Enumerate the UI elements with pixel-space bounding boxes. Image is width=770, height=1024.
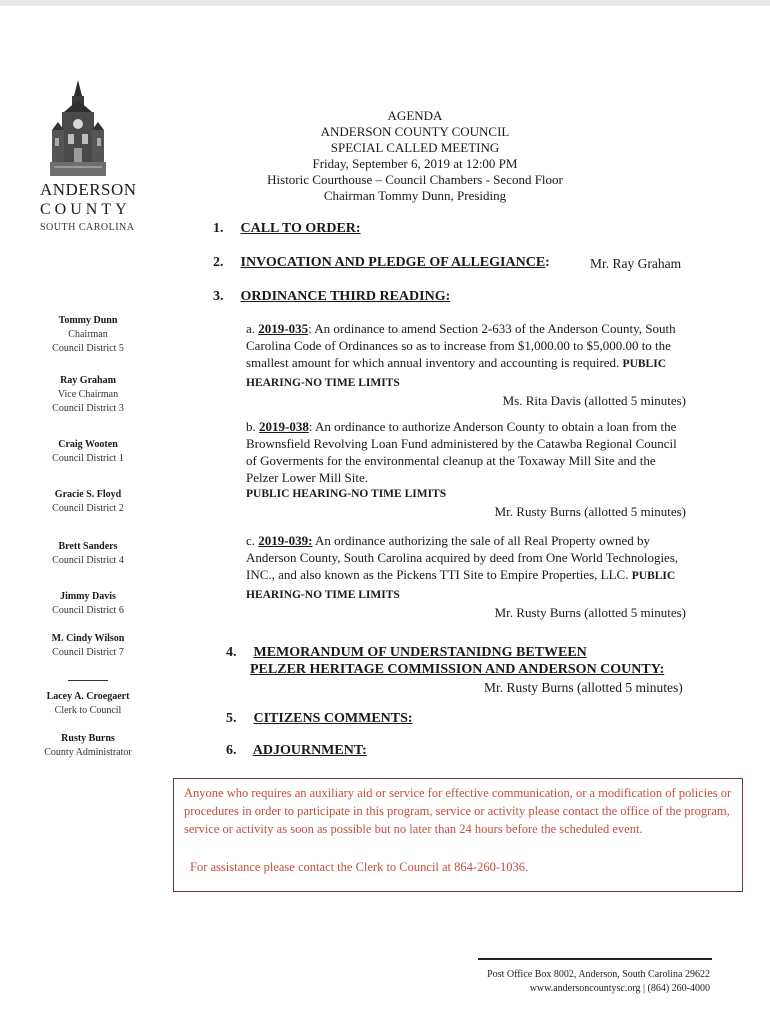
member-entry [28,374,148,416]
brand-county: COUNTY [40,201,131,218]
member-district: Clerk to Council [54,705,122,716]
item-title: CALL TO ORDER: [240,221,361,236]
member-district: Council District 5 [52,343,124,354]
member-entry [28,314,148,356]
item-speaker: Mr. Ray Graham [590,256,682,271]
item-title-suffix: : [545,255,550,270]
header-location: Historic Courthouse – Council Chambers - Second Floor [267,172,563,187]
member-name: Ray Graham [60,375,116,386]
header-meeting-type: SPECIAL CALLED MEETING [330,140,500,155]
sidebar-divider [68,680,108,681]
sub-letter: a. [246,321,256,336]
courthouse-logo-icon [50,78,106,176]
item-title: ORDINANCE THIRD READING: [240,289,451,304]
member-role: Chairman [68,329,108,340]
item-number: 3. [213,289,224,304]
item-number: 5. [226,711,237,726]
member-district: Council District 2 [52,503,124,514]
member-name: M. Cindy Wilson [51,633,125,644]
item-number: 4. [226,645,237,660]
header-council: ANDERSON COUNTY COUNCIL [320,124,510,139]
member-district: Council District 7 [52,647,124,658]
ordinance-text: : An ordinance to amend Section 2-633 of the Anderson County, South Carolina Code of Ordinances so as to increase from $1,000.00 to $5,000.00 to the smallest amount for which annual inventory and accounting is required. [246,321,676,370]
item-speaker: Mr. Rusty Burns (allotted 5 minutes) [494,605,686,620]
hearing-note: PUBLIC HEARING-NO TIME LIMITS [246,488,447,500]
footer-address [440,968,710,996]
clerk-contact-text: For assistance please contact the Clerk to Council at 864-260-1036. [190,860,529,874]
ordinance-item-c [246,532,686,621]
agenda-header [250,108,580,204]
agenda-item-call-to-order [213,221,361,237]
member-entry [28,690,148,718]
member-name: Brett Sanders [58,541,118,552]
sub-letter: c. [246,533,256,548]
item-title: CITIZENS COMMENTS: [253,711,413,726]
agenda-item-invocation [213,255,550,271]
item-number: 6. [226,743,237,758]
member-district: Council District 6 [52,605,124,616]
sub-letter: b. [246,419,256,434]
item-speaker: Ms. Rita Davis (allotted 5 minutes) [502,393,686,408]
member-name: Craig Wooten [58,439,118,450]
accessibility-notice-text: Anyone who requires an auxiliary aid or service for effective communication, or a modification of policies or procedures in order to participate in this program, service or activity please contact the office of the program, service or activity as soon as possible but no later than 24 hours before the scheduled event. [184,786,732,836]
member-district: Council District 4 [52,555,124,566]
member-district: Council District 1 [52,453,124,464]
item-speaker: Mr. Rusty Burns (allotted 5 minutes) [484,680,683,695]
footer-divider [478,958,712,960]
ordinance-code: 2019-038 [259,419,309,434]
member-name: Gracie S. Floyd [54,489,122,500]
ordinance-code: 2019-039: [258,533,313,548]
member-entry [28,590,148,618]
footer-web-phone: www.andersoncountysc.org | (864) 260-4000 [529,983,710,994]
header-date: Friday, September 6, 2019 at 12:00 PM [312,156,518,171]
ordinance-text: : An ordinance to authorize Anderson County to obtain a loan from the Brownsfield Revolving Loan Fund administered by the Catawba Regional Council of Goverments for the environmental cleanup at the Toxaway Mill Site and the Pelzer Lower Mill Site. [246,419,677,485]
item-title: MEMORANDUM OF UNDERSTANIDNG BETWEEN [253,645,587,660]
hearing-note: PUBLIC HEARING-NO TIME LIMITS [246,570,676,601]
member-entry [28,732,148,760]
brand-name: ANDERSON [40,180,137,199]
ordinance-code: 2019-035 [258,321,309,336]
item-title: INVOCATION AND PLEDGE OF ALLEGIANCE [240,255,546,270]
agenda-item-memorandum [226,645,587,661]
header-presiding: Chairman Tommy Dunn, Presiding [323,188,507,203]
member-district: Council District 3 [52,403,124,414]
item-title: PELZER HERITAGE COMMISSION AND ANDERSON COUNTY: [250,662,665,677]
member-entry [28,540,148,568]
item-speaker: Mr. Rusty Burns (allotted 5 minutes) [494,504,686,519]
item-number: 2. [213,255,224,270]
brand-state: SOUTH CAROLINA [40,222,135,233]
agenda-item-ordinance [213,289,450,305]
item-number: 1. [213,221,224,236]
member-name: Lacey A. Croegaert [46,691,130,702]
agenda-item-memorandum-line2 [250,662,664,678]
agenda-item-adjournment [226,743,367,759]
page-top-edge [0,0,770,6]
member-entry [28,488,148,516]
member-name: Tommy Dunn [58,315,118,326]
member-entry [28,438,148,466]
header-title: AGENDA [387,108,443,123]
ordinance-item-a [246,320,686,409]
footer-postal-address: Post Office Box 8002, Anderson, South Carolina 29622 [487,969,710,980]
member-entry [28,632,148,660]
member-role: Vice Chairman [57,389,119,400]
agenda-item-citizens [226,711,413,727]
item-title: ADJOURNMENT: [252,743,367,758]
member-name: Rusty Burns [61,733,115,744]
hearing-note: PUBLIC HEARING-NO TIME LIMITS [246,358,666,389]
member-name: Jimmy Davis [60,591,116,602]
member-district: County Administrator [44,747,132,758]
ordinance-text: An ordinance authorizing the sale of all Real Property owned by Anderson County, South Carolina acquired by deed from One World Technologies, INC., and also known as the Pickens TTI Site to Empire Properties, LLC. [246,533,679,582]
ordinance-item-b [246,418,686,520]
